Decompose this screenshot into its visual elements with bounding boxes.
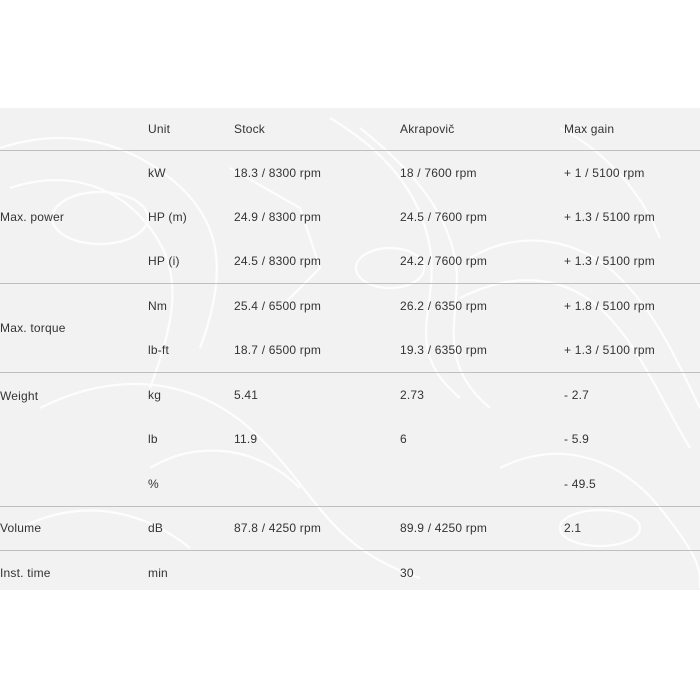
akrapovic-cell: 24.5 / 7600 rpm <box>400 209 488 224</box>
group-label-weight: Weight <box>0 373 148 507</box>
group-label-max-power: Max. power <box>0 150 148 284</box>
group-label-inst-time: Inst. time <box>0 551 148 591</box>
header-unit: Unit <box>148 121 171 136</box>
table-row <box>0 150 700 195</box>
gain-cell: - 5.9 <box>564 432 590 447</box>
performance-spec-table <box>0 108 700 590</box>
header-max-gain: Max gain <box>564 121 615 136</box>
stock-cell: 18.3 / 8300 rpm <box>234 150 400 195</box>
unit-cell: min <box>148 551 234 591</box>
gain-cell: + 1.3 / 5100 rpm <box>564 254 655 268</box>
stock-cell: 18.7 / 6500 rpm <box>234 343 322 357</box>
group-label-volume: Volume <box>0 506 148 551</box>
header-group <box>0 108 148 150</box>
stock-cell: 5.41 <box>234 373 400 418</box>
table-header-row <box>0 108 700 150</box>
unit-cell: lb <box>148 432 158 447</box>
akrapovic-cell: 6 <box>400 432 407 447</box>
table-row <box>0 284 700 329</box>
header-akrapovic: Akrapovič <box>400 121 455 136</box>
stock-cell: 24.9 / 8300 rpm <box>234 209 322 224</box>
akrapovic-cell: 19.3 / 6350 rpm <box>400 343 488 357</box>
unit-cell: lb-ft <box>148 343 170 357</box>
unit-cell: dB <box>148 506 234 551</box>
unit-cell: HP (m) <box>148 209 187 224</box>
akrapovic-cell: 18 / 7600 rpm <box>400 150 564 195</box>
unit-cell: HP (i) <box>148 254 180 268</box>
gain-cell: 2.1 <box>564 506 700 551</box>
table-row <box>0 373 700 418</box>
stock-cell <box>234 551 400 591</box>
akrapovic-cell <box>400 462 564 507</box>
unit-cell: kW <box>148 150 234 195</box>
gain-cell: + 1.3 / 5100 rpm <box>564 209 655 224</box>
group-label-max-torque: Max. torque <box>0 284 148 373</box>
unit-cell: kg <box>148 373 234 418</box>
gain-cell: - 49.5 <box>564 476 596 491</box>
header-stock: Stock <box>234 121 266 136</box>
gain-cell: + 1.3 / 5100 rpm <box>564 343 655 357</box>
table-row <box>0 506 700 551</box>
stock-cell: 25.4 / 6500 rpm <box>234 284 400 329</box>
gain-cell: - 2.7 <box>564 373 700 418</box>
gain-cell: + 1 / 5100 rpm <box>564 150 700 195</box>
stock-cell: 87.8 / 4250 rpm <box>234 506 400 551</box>
akrapovic-cell: 26.2 / 6350 rpm <box>400 284 564 329</box>
unit-cell: Nm <box>148 284 234 329</box>
table-row <box>0 551 700 591</box>
stock-cell: 24.5 / 8300 rpm <box>234 254 322 268</box>
spec-table-panel <box>0 108 700 590</box>
stock-cell: 11.9 <box>234 432 258 447</box>
unit-cell: % <box>148 476 159 491</box>
gain-cell: + 1.8 / 5100 rpm <box>564 284 700 329</box>
akrapovic-cell: 24.2 / 7600 rpm <box>400 254 488 268</box>
akrapovic-cell: 89.9 / 4250 rpm <box>400 506 564 551</box>
stock-cell <box>234 462 400 507</box>
akrapovic-cell: 2.73 <box>400 373 564 418</box>
akrapovic-cell: 30 <box>400 551 564 591</box>
gain-cell <box>564 551 700 591</box>
